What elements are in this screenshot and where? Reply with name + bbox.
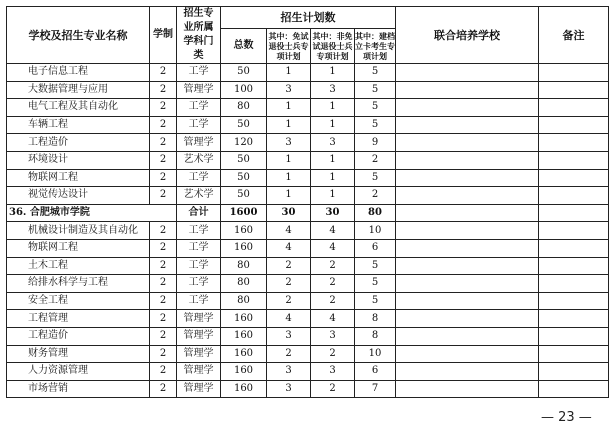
cell-exempt: 1 [267, 116, 311, 134]
table-row [7, 134, 609, 152]
cell-category: 工学 [177, 64, 221, 82]
cell-poor: 10 [355, 345, 396, 363]
cell-nonexempt: 1 [311, 64, 355, 82]
cell-exempt: 2 [267, 292, 311, 310]
header-remarks: 备注 [539, 7, 609, 64]
cell-partner [396, 292, 539, 310]
table-row [7, 363, 609, 381]
cell-category: 工学 [177, 169, 221, 187]
major-name: 电气工程及其自动化 [7, 99, 150, 117]
cell-total: 50 [221, 116, 267, 134]
cell-category: 工学 [177, 275, 221, 293]
cell-total: 1600 [221, 204, 267, 222]
cell-exempt: 2 [267, 257, 311, 275]
cell-total: 160 [221, 380, 267, 398]
cell-nonexempt: 2 [311, 257, 355, 275]
university-name: 36. 合肥城市学院 [7, 204, 177, 222]
cell-poor: 7 [355, 380, 396, 398]
major-name: 大数据管理与应用 [7, 81, 150, 99]
cell-remarks [539, 187, 609, 205]
cell-total: 160 [221, 222, 267, 240]
cell-duration: 2 [150, 99, 177, 117]
cell-partner [396, 169, 539, 187]
cell-remarks [539, 239, 609, 257]
header-nonexempt: 其中：非免试退役士兵专项计划 [311, 29, 355, 64]
cell-category: 工学 [177, 292, 221, 310]
cell-partner [396, 363, 539, 381]
cell-poor: 5 [355, 257, 396, 275]
cell-duration: 2 [150, 257, 177, 275]
cell-total: 160 [221, 239, 267, 257]
cell-category: 工学 [177, 222, 221, 240]
cell-partner [396, 345, 539, 363]
page-number: — 23 — [541, 410, 592, 425]
cell-exempt: 30 [267, 204, 311, 222]
cell-total: 120 [221, 134, 267, 152]
cell-remarks [539, 81, 609, 99]
table-row [7, 239, 609, 257]
cell-poor: 5 [355, 275, 396, 293]
cell-category: 工学 [177, 239, 221, 257]
cell-exempt: 4 [267, 310, 311, 328]
cell-exempt: 1 [267, 187, 311, 205]
table-row [7, 99, 609, 117]
cell-category: 艺术学 [177, 187, 221, 205]
cell-partner [396, 116, 539, 134]
cell-partner [396, 239, 539, 257]
cell-category: 管理学 [177, 380, 221, 398]
cell-duration: 2 [150, 380, 177, 398]
cell-total: 50 [221, 64, 267, 82]
cell-exempt: 2 [267, 345, 311, 363]
header-total: 总数 [221, 29, 267, 64]
cell-category: 管理学 [177, 134, 221, 152]
header-exempt: 其中：免试退役士兵专项计划 [267, 29, 311, 64]
table-row [7, 257, 609, 275]
cell-exempt: 1 [267, 169, 311, 187]
cell-category: 工学 [177, 99, 221, 117]
cell-category: 管理学 [177, 310, 221, 328]
cell-nonexempt: 3 [311, 81, 355, 99]
cell-poor: 8 [355, 327, 396, 345]
major-name: 环境设计 [7, 151, 150, 169]
cell-remarks [539, 380, 609, 398]
major-name: 人力资源管理 [7, 363, 150, 381]
cell-nonexempt: 30 [311, 204, 355, 222]
major-name: 物联网工程 [7, 239, 150, 257]
cell-remarks [539, 222, 609, 240]
cell-category: 工学 [177, 116, 221, 134]
table-row [7, 222, 609, 240]
table-row [7, 151, 609, 169]
cell-poor: 5 [355, 81, 396, 99]
cell-duration: 2 [150, 239, 177, 257]
cell-category: 管理学 [177, 81, 221, 99]
cell-nonexempt: 4 [311, 310, 355, 328]
cell-nonexempt: 3 [311, 327, 355, 345]
cell-duration: 2 [150, 363, 177, 381]
header-school-major: 学校及招生专业名称 [7, 7, 150, 64]
cell-category: 艺术学 [177, 151, 221, 169]
cell-nonexempt: 1 [311, 99, 355, 117]
table-row [7, 169, 609, 187]
cell-nonexempt: 1 [311, 169, 355, 187]
cell-poor: 9 [355, 134, 396, 152]
cell-partner [396, 99, 539, 117]
cell-poor: 5 [355, 64, 396, 82]
cell-total: 160 [221, 310, 267, 328]
cell-duration: 2 [150, 292, 177, 310]
cell-remarks [539, 310, 609, 328]
major-name: 视觉传达设计 [7, 187, 150, 205]
table-row [7, 81, 609, 99]
university-row [7, 204, 609, 222]
cell-total: 160 [221, 345, 267, 363]
cell-duration: 2 [150, 187, 177, 205]
cell-total: 160 [221, 363, 267, 381]
cell-poor: 10 [355, 222, 396, 240]
table-row [7, 345, 609, 363]
major-name: 给排水科学与工程 [7, 275, 150, 293]
cell-total: 50 [221, 187, 267, 205]
cell-nonexempt: 3 [311, 134, 355, 152]
cell-duration: 2 [150, 64, 177, 82]
cell-nonexempt: 1 [311, 116, 355, 134]
cell-category: 管理学 [177, 345, 221, 363]
cell-partner [396, 204, 539, 222]
cell-remarks [539, 257, 609, 275]
subtotal-label: 合计 [177, 204, 221, 222]
cell-exempt: 3 [267, 134, 311, 152]
cell-exempt: 1 [267, 99, 311, 117]
major-name: 车辆工程 [7, 116, 150, 134]
cell-nonexempt: 2 [311, 275, 355, 293]
cell-nonexempt: 3 [311, 363, 355, 381]
cell-exempt: 2 [267, 275, 311, 293]
cell-poor: 2 [355, 151, 396, 169]
cell-partner [396, 310, 539, 328]
cell-remarks [539, 99, 609, 117]
cell-nonexempt: 2 [311, 292, 355, 310]
cell-partner [396, 64, 539, 82]
cell-remarks [539, 151, 609, 169]
cell-category: 管理学 [177, 363, 221, 381]
cell-nonexempt: 4 [311, 222, 355, 240]
cell-remarks [539, 116, 609, 134]
cell-exempt: 3 [267, 380, 311, 398]
cell-partner [396, 380, 539, 398]
cell-total: 80 [221, 292, 267, 310]
major-name: 机械设计制造及其自动化 [7, 222, 150, 240]
cell-nonexempt: 4 [311, 239, 355, 257]
cell-total: 80 [221, 99, 267, 117]
cell-poor: 8 [355, 310, 396, 328]
cell-poor: 6 [355, 239, 396, 257]
major-name: 工程造价 [7, 327, 150, 345]
cell-total: 100 [221, 81, 267, 99]
cell-duration: 2 [150, 151, 177, 169]
major-name: 安全工程 [7, 292, 150, 310]
cell-partner [396, 275, 539, 293]
cell-exempt: 1 [267, 64, 311, 82]
cell-category: 管理学 [177, 327, 221, 345]
cell-poor: 5 [355, 169, 396, 187]
cell-nonexempt: 2 [311, 345, 355, 363]
enrollment-plan-table [6, 6, 609, 398]
cell-total: 160 [221, 327, 267, 345]
table-row [7, 64, 609, 82]
table-row [7, 292, 609, 310]
header-poor: 其中：建档立卡考生专项计划 [355, 29, 396, 64]
cell-remarks [539, 169, 609, 187]
cell-duration: 2 [150, 327, 177, 345]
major-name: 工程造价 [7, 134, 150, 152]
cell-partner [396, 134, 539, 152]
cell-remarks [539, 134, 609, 152]
table-row [7, 275, 609, 293]
major-name: 工程管理 [7, 310, 150, 328]
header-partner: 联合培养学校 [396, 7, 539, 64]
cell-duration: 2 [150, 275, 177, 293]
header-duration: 学制 [150, 7, 177, 64]
cell-partner [396, 81, 539, 99]
cell-poor: 5 [355, 116, 396, 134]
cell-exempt: 4 [267, 239, 311, 257]
cell-exempt: 4 [267, 222, 311, 240]
cell-nonexempt: 1 [311, 151, 355, 169]
cell-poor: 5 [355, 99, 396, 117]
table-row [7, 327, 609, 345]
cell-duration: 2 [150, 345, 177, 363]
cell-duration: 2 [150, 81, 177, 99]
cell-exempt: 3 [267, 363, 311, 381]
cell-exempt: 1 [267, 151, 311, 169]
cell-total: 80 [221, 275, 267, 293]
cell-partner [396, 222, 539, 240]
cell-exempt: 3 [267, 327, 311, 345]
major-name: 土木工程 [7, 257, 150, 275]
table-row [7, 187, 609, 205]
cell-total: 50 [221, 169, 267, 187]
major-name: 市场营销 [7, 380, 150, 398]
cell-duration: 2 [150, 134, 177, 152]
cell-duration: 2 [150, 222, 177, 240]
cell-remarks [539, 275, 609, 293]
table-row [7, 116, 609, 134]
cell-partner [396, 327, 539, 345]
cell-remarks [539, 292, 609, 310]
cell-remarks [539, 204, 609, 222]
cell-nonexempt: 1 [311, 187, 355, 205]
cell-total: 80 [221, 257, 267, 275]
cell-poor: 2 [355, 187, 396, 205]
cell-category: 工学 [177, 257, 221, 275]
major-name: 电子信息工程 [7, 64, 150, 82]
cell-partner [396, 257, 539, 275]
major-name: 财务管理 [7, 345, 150, 363]
cell-duration: 2 [150, 169, 177, 187]
cell-partner [396, 151, 539, 169]
table-body [7, 64, 609, 398]
cell-remarks [539, 327, 609, 345]
cell-total: 50 [221, 151, 267, 169]
cell-duration: 2 [150, 310, 177, 328]
cell-partner [396, 187, 539, 205]
cell-remarks [539, 64, 609, 82]
header-plan: 招生计划数 [221, 7, 396, 29]
cell-exempt: 3 [267, 81, 311, 99]
cell-poor: 6 [355, 363, 396, 381]
cell-duration: 2 [150, 116, 177, 134]
cell-poor: 80 [355, 204, 396, 222]
cell-remarks [539, 363, 609, 381]
table-row [7, 310, 609, 328]
cell-nonexempt: 2 [311, 380, 355, 398]
cell-poor: 5 [355, 292, 396, 310]
header-category: 招生专业所属学科门类 [177, 7, 221, 64]
cell-remarks [539, 345, 609, 363]
major-name: 物联网工程 [7, 169, 150, 187]
table-row [7, 380, 609, 398]
